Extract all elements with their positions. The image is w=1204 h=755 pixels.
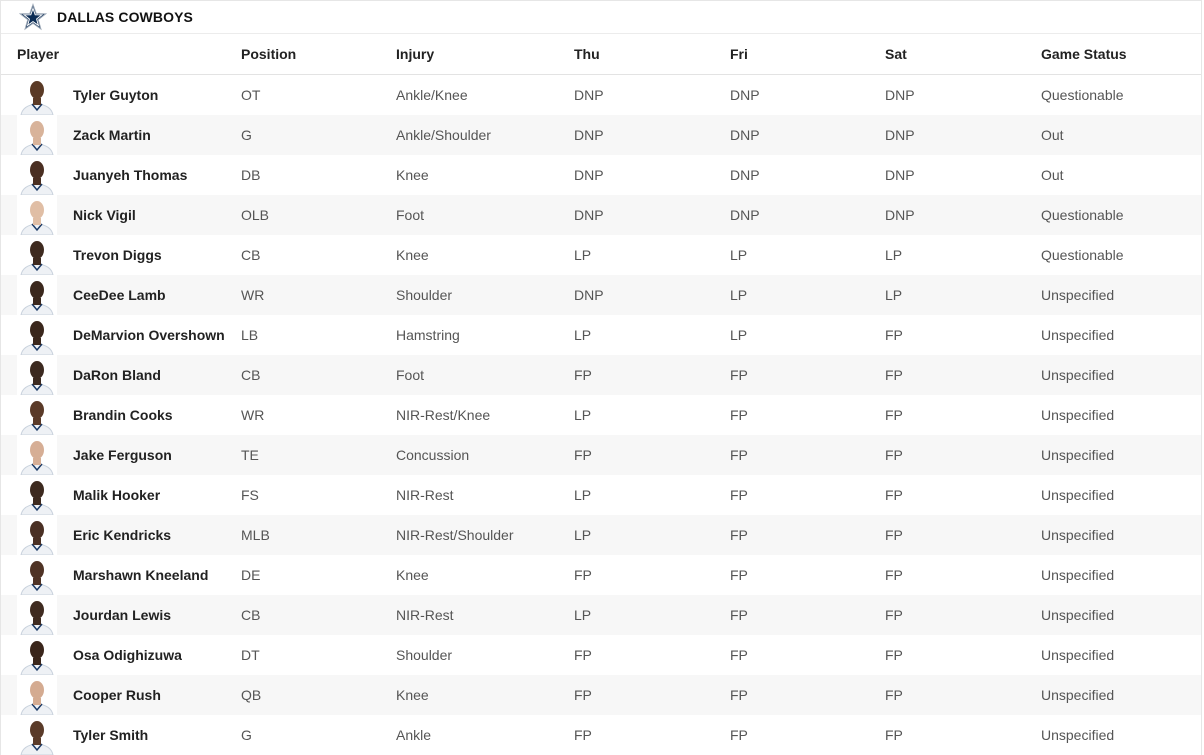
player-headshot-icon[interactable]	[17, 355, 57, 395]
table-body	[1, 75, 1201, 755]
fri-practice-cell: FP	[730, 727, 748, 743]
player-headshot-icon[interactable]	[17, 395, 57, 435]
player-cell	[1, 515, 241, 555]
position-cell: DE	[241, 567, 261, 583]
thu-practice-cell: DNP	[574, 207, 604, 223]
player-headshot-icon[interactable]	[17, 595, 57, 635]
team-name: DALLAS COWBOYS	[57, 9, 193, 25]
position-cell: WR	[241, 287, 265, 303]
player-name-link[interactable]: Malik Hooker	[73, 487, 161, 503]
injury-cell: Foot	[396, 207, 425, 223]
table-row	[1, 155, 1201, 195]
table-row	[1, 475, 1201, 515]
position-cell: G	[241, 727, 252, 743]
thu-practice-cell: DNP	[574, 287, 604, 303]
column-header-position[interactable]: Position	[241, 46, 297, 62]
sat-practice-cell: FP	[885, 527, 903, 543]
player-headshot-icon[interactable]	[17, 275, 57, 315]
injury-cell: Hamstring	[396, 327, 460, 343]
player-name-link[interactable]: Juanyeh Thomas	[73, 167, 188, 183]
fri-practice-cell: FP	[730, 367, 748, 383]
player-cell	[1, 275, 241, 315]
sat-practice-cell: DNP	[885, 127, 915, 143]
player-headshot-icon[interactable]	[17, 715, 57, 755]
game-status-cell: Unspecified	[1041, 647, 1115, 663]
fri-practice-cell: LP	[730, 287, 748, 303]
position-cell: TE	[241, 447, 259, 463]
sat-practice-cell: FP	[885, 647, 903, 663]
column-header-sat[interactable]: Sat	[885, 46, 907, 62]
sat-practice-cell: FP	[885, 367, 903, 383]
game-status-cell: Unspecified	[1041, 447, 1115, 463]
player-headshot-icon[interactable]	[17, 475, 57, 515]
position-cell: DT	[241, 647, 260, 663]
position-cell: QB	[241, 687, 262, 703]
column-header-fri[interactable]: Fri	[730, 46, 748, 62]
injury-cell: Shoulder	[396, 647, 453, 663]
game-status-cell: Questionable	[1041, 247, 1124, 263]
position-cell: CB	[241, 247, 261, 263]
thu-practice-cell: FP	[574, 647, 592, 663]
position-cell: OLB	[241, 207, 270, 223]
sat-practice-cell: FP	[885, 727, 903, 743]
game-status-cell: Unspecified	[1041, 567, 1115, 583]
player-headshot-icon[interactable]	[17, 635, 57, 675]
player-headshot-icon[interactable]	[17, 555, 57, 595]
fri-practice-cell: FP	[730, 447, 748, 463]
game-status-cell: Out	[1041, 167, 1064, 183]
injury-cell: Knee	[396, 687, 429, 703]
player-cell	[1, 595, 241, 635]
table-row	[1, 635, 1201, 675]
table-row	[1, 555, 1201, 595]
table-row	[1, 675, 1201, 715]
player-headshot-icon[interactable]	[17, 315, 57, 355]
game-status-cell: Questionable	[1041, 207, 1124, 223]
fri-practice-cell: FP	[730, 607, 748, 623]
thu-practice-cell: LP	[574, 607, 592, 623]
position-cell: MLB	[241, 527, 270, 543]
player-cell	[1, 115, 241, 155]
player-name-link[interactable]: Jake Ferguson	[73, 447, 172, 463]
fri-practice-cell: DNP	[730, 87, 760, 103]
injury-cell: Knee	[396, 247, 429, 263]
game-status-cell: Out	[1041, 127, 1064, 143]
game-status-cell: Questionable	[1041, 87, 1124, 103]
injury-cell: NIR-Rest/Shoulder	[396, 527, 514, 543]
player-cell	[1, 395, 241, 435]
injury-cell: NIR-Rest/Knee	[396, 407, 491, 423]
column-header-player[interactable]: Player	[17, 46, 60, 62]
player-headshot-icon[interactable]	[17, 155, 57, 195]
player-cell	[1, 475, 241, 515]
player-name-link[interactable]: CeeDee Lamb	[73, 287, 166, 303]
injury-cell: Concussion	[396, 447, 470, 463]
player-cell	[1, 435, 241, 475]
player-name-link[interactable]: Tyler Smith	[73, 727, 149, 743]
column-header-game-status[interactable]: Game Status	[1041, 46, 1127, 62]
sat-practice-cell: FP	[885, 407, 903, 423]
player-name-link[interactable]: Nick Vigil	[73, 207, 136, 223]
thu-practice-cell: LP	[574, 247, 592, 263]
fri-practice-cell: LP	[730, 247, 748, 263]
thu-practice-cell: DNP	[574, 127, 604, 143]
table-row	[1, 195, 1201, 235]
table-row	[1, 515, 1201, 555]
game-status-cell: Unspecified	[1041, 527, 1115, 543]
player-name-link[interactable]: Osa Odighizuwa	[73, 647, 182, 663]
player-cell	[1, 235, 241, 275]
position-cell: WR	[241, 407, 265, 423]
thu-practice-cell: FP	[574, 567, 592, 583]
player-headshot-icon[interactable]	[17, 75, 57, 115]
injury-cell: Ankle/Knee	[396, 87, 468, 103]
thu-practice-cell: FP	[574, 447, 592, 463]
player-name-link[interactable]: Jourdan Lewis	[73, 607, 172, 623]
player-name-link[interactable]: Trevon Diggs	[73, 247, 162, 263]
player-headshot-icon[interactable]	[17, 195, 57, 235]
fri-practice-cell: DNP	[730, 127, 760, 143]
player-headshot-icon[interactable]	[17, 435, 57, 475]
sat-practice-cell: DNP	[885, 87, 915, 103]
position-cell: FS	[241, 487, 259, 503]
fri-practice-cell: LP	[730, 327, 748, 343]
fri-practice-cell: FP	[730, 407, 748, 423]
thu-practice-cell: FP	[574, 727, 592, 743]
sat-practice-cell: FP	[885, 607, 903, 623]
thu-practice-cell: DNP	[574, 167, 604, 183]
sat-practice-cell: FP	[885, 567, 903, 583]
fri-practice-cell: DNP	[730, 167, 760, 183]
injury-cell: Knee	[396, 167, 429, 183]
player-name-link[interactable]: Zack Martin	[73, 127, 151, 143]
column-header-thu[interactable]: Thu	[574, 46, 600, 62]
position-cell: CB	[241, 367, 261, 383]
thu-practice-cell: LP	[574, 407, 592, 423]
player-cell	[1, 675, 241, 715]
player-cell	[1, 555, 241, 595]
player-cell	[1, 355, 241, 395]
injury-cell: NIR-Rest	[396, 487, 454, 503]
game-status-cell: Unspecified	[1041, 407, 1115, 423]
sat-practice-cell: LP	[885, 287, 903, 303]
game-status-cell: Unspecified	[1041, 687, 1115, 703]
position-cell: DB	[241, 167, 261, 183]
injury-cell: Foot	[396, 367, 425, 383]
sat-practice-cell: FP	[885, 687, 903, 703]
thu-practice-cell: LP	[574, 527, 592, 543]
position-cell: G	[241, 127, 252, 143]
player-cell	[1, 195, 241, 235]
table-row	[1, 355, 1201, 395]
player-cell	[1, 315, 241, 355]
thu-practice-cell: LP	[574, 327, 592, 343]
fri-practice-cell: FP	[730, 687, 748, 703]
sat-practice-cell: FP	[885, 327, 903, 343]
sat-practice-cell: FP	[885, 447, 903, 463]
thu-practice-cell: FP	[574, 687, 592, 703]
game-status-cell: Unspecified	[1041, 327, 1115, 343]
game-status-cell: Unspecified	[1041, 367, 1115, 383]
thu-practice-cell: FP	[574, 367, 592, 383]
player-headshot-icon[interactable]	[17, 515, 57, 555]
player-name-link[interactable]: DaRon Bland	[73, 367, 161, 383]
sat-practice-cell: FP	[885, 487, 903, 503]
player-headshot-icon[interactable]	[17, 115, 57, 155]
column-header-injury[interactable]: Injury	[396, 46, 435, 62]
fri-practice-cell: FP	[730, 647, 748, 663]
position-cell: CB	[241, 607, 261, 623]
injury-cell: Shoulder	[396, 287, 453, 303]
fri-practice-cell: FP	[730, 567, 748, 583]
injury-cell: Ankle/Shoulder	[396, 127, 491, 143]
player-name-link[interactable]: Eric Kendricks	[73, 527, 172, 543]
player-name-link[interactable]: Brandin Cooks	[73, 407, 173, 423]
game-status-cell: Unspecified	[1041, 727, 1115, 743]
table-row	[1, 715, 1201, 755]
position-cell: LB	[241, 327, 259, 343]
fri-practice-cell: FP	[730, 487, 748, 503]
fri-practice-cell: DNP	[730, 207, 760, 223]
injury-cell: Knee	[396, 567, 429, 583]
sat-practice-cell: LP	[885, 247, 903, 263]
player-name-link[interactable]: DeMarvion Overshown	[73, 327, 225, 343]
sat-practice-cell: DNP	[885, 167, 915, 183]
table-row	[1, 435, 1201, 475]
player-cell	[1, 715, 241, 755]
table-row	[1, 235, 1201, 275]
table-row	[1, 595, 1201, 635]
game-status-cell: Unspecified	[1041, 607, 1115, 623]
thu-practice-cell: DNP	[574, 87, 604, 103]
player-cell	[1, 75, 241, 115]
table-header	[1, 34, 1201, 75]
table-row	[1, 75, 1201, 115]
fri-practice-cell: FP	[730, 527, 748, 543]
team-header	[1, 1, 1201, 34]
player-name-link[interactable]: Marshawn Kneeland	[73, 567, 209, 583]
sat-practice-cell: DNP	[885, 207, 915, 223]
injury-cell: Ankle	[396, 727, 432, 743]
player-headshot-icon[interactable]	[17, 235, 57, 275]
table-row	[1, 315, 1201, 355]
player-cell	[1, 155, 241, 195]
cowboys-star-logo-icon	[19, 3, 47, 31]
table-row	[1, 115, 1201, 155]
game-status-cell: Unspecified	[1041, 487, 1115, 503]
player-name-link[interactable]: Tyler Guyton	[73, 87, 159, 103]
game-status-cell: Unspecified	[1041, 287, 1115, 303]
thu-practice-cell: LP	[574, 487, 592, 503]
player-headshot-icon[interactable]	[17, 675, 57, 715]
table-row	[1, 395, 1201, 435]
player-name-link[interactable]: Cooper Rush	[73, 687, 161, 703]
player-cell	[1, 635, 241, 675]
table-row	[1, 275, 1201, 315]
injury-cell: NIR-Rest	[396, 607, 454, 623]
position-cell: OT	[241, 87, 261, 103]
